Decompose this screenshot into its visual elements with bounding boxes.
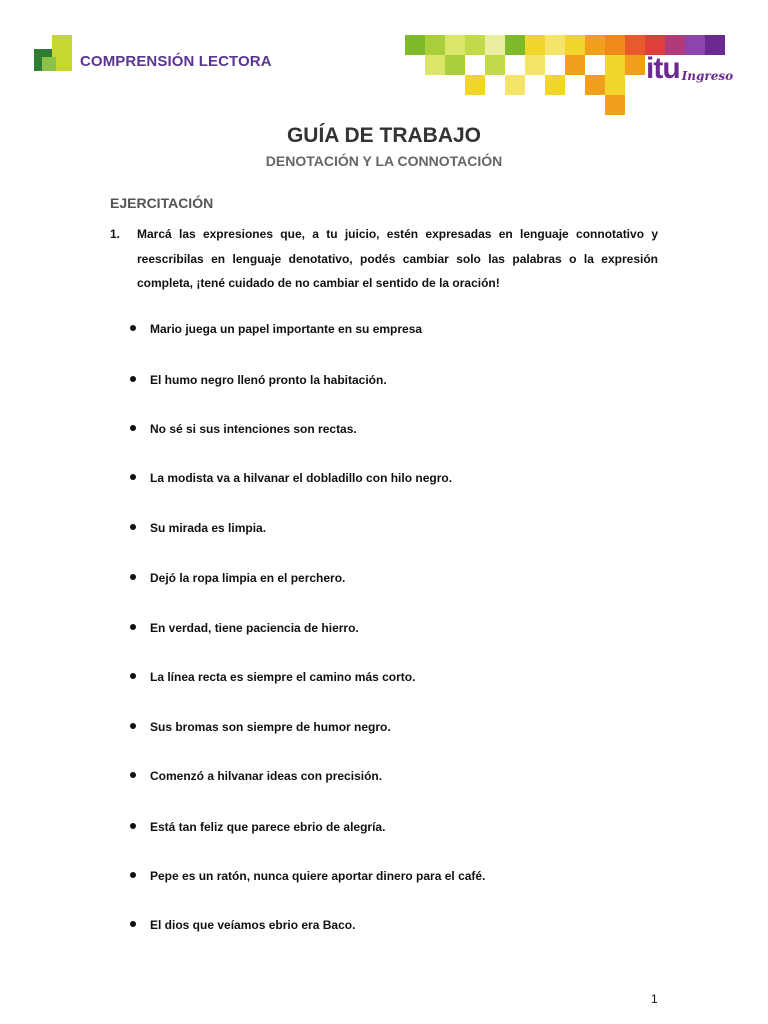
- reading-logo-icon: [34, 33, 74, 73]
- list-item: [130, 918, 355, 932]
- list-item-text: En verdad, tiene paciencia de hierro.: [150, 621, 359, 635]
- brand-main: itu: [646, 52, 680, 85]
- list-item-text: La modista va a hilvanar el dobladillo con hilo negro.: [150, 471, 453, 485]
- list-item: [130, 820, 385, 834]
- list-item-text: La línea recta es siempre el camino más corto.: [150, 670, 416, 684]
- list-item: [130, 471, 452, 485]
- list-item-text: Dejó la ropa limpia en el perchero.: [150, 571, 346, 585]
- list-item-text: No sé si sus intenciones son rectas.: [150, 422, 357, 436]
- bullet-icon: [130, 772, 136, 778]
- list-item: [130, 670, 415, 684]
- instruction-text: Marcá las expresiones que, a tu juicio, estén expresadas en lenguaje connotativo y reescribilas en lenguaje denotativo, podés cambiar solo las palabras o la expresión completa, ¡tené cuidado de no cambiar el sentido de la oración!: [137, 227, 658, 290]
- list-item-text: Pepe es un ratón, nunca quiere aportar dinero para el café.: [150, 869, 486, 883]
- bullet-icon: [130, 524, 136, 530]
- section-heading: EJERCITACIÓN: [110, 195, 214, 211]
- list-item-text: Comenzó a hilvanar ideas con precisión.: [150, 769, 383, 783]
- bullet-icon: [130, 624, 136, 630]
- instruction: [110, 222, 658, 296]
- brand-sub: Ingreso: [681, 69, 734, 83]
- list-item-text: Mario juega un papel importante en su empresa: [150, 322, 423, 336]
- list-item: [130, 769, 382, 783]
- list-item: [130, 521, 266, 535]
- list-item: [130, 571, 345, 585]
- list-item-text: El humo negro llenó pronto la habitación.: [150, 373, 387, 387]
- list-item: [130, 373, 387, 387]
- list-item: [130, 869, 485, 883]
- bullet-icon: [130, 574, 136, 580]
- bullet-icon: [130, 425, 136, 431]
- bullet-icon: [130, 474, 136, 480]
- brand-logo: [646, 52, 733, 92]
- page-number: 1: [651, 992, 658, 1006]
- list-item-text: Está tan feliz que parece ebrio de alegría.: [150, 820, 386, 834]
- bullet-icon: [130, 673, 136, 679]
- list-item: [130, 621, 359, 635]
- bullet-icon: [130, 823, 136, 829]
- bullet-icon: [130, 376, 136, 382]
- page-title: GUÍA DE TRABAJO: [286, 124, 482, 147]
- bullet-icon: [130, 872, 136, 878]
- header-title: COMPRENSIÓN LECTORA: [80, 53, 272, 70]
- page-subtitle: DENOTACIÓN Y LA CONNOTACIÓN: [265, 153, 503, 169]
- bullet-icon: [130, 723, 136, 729]
- list-item: [130, 720, 391, 734]
- list-item-text: Sus bromas son siempre de humor negro.: [150, 720, 391, 734]
- list-item-text: El dios que veíamos ebrio era Baco.: [150, 918, 356, 932]
- instruction-number: 1.: [110, 227, 121, 241]
- list-item-text: Su mirada es limpia.: [150, 521, 267, 535]
- list-item: [130, 422, 357, 436]
- bullet-icon: [130, 921, 136, 927]
- bullet-icon: [130, 325, 136, 331]
- list-item: [130, 322, 422, 336]
